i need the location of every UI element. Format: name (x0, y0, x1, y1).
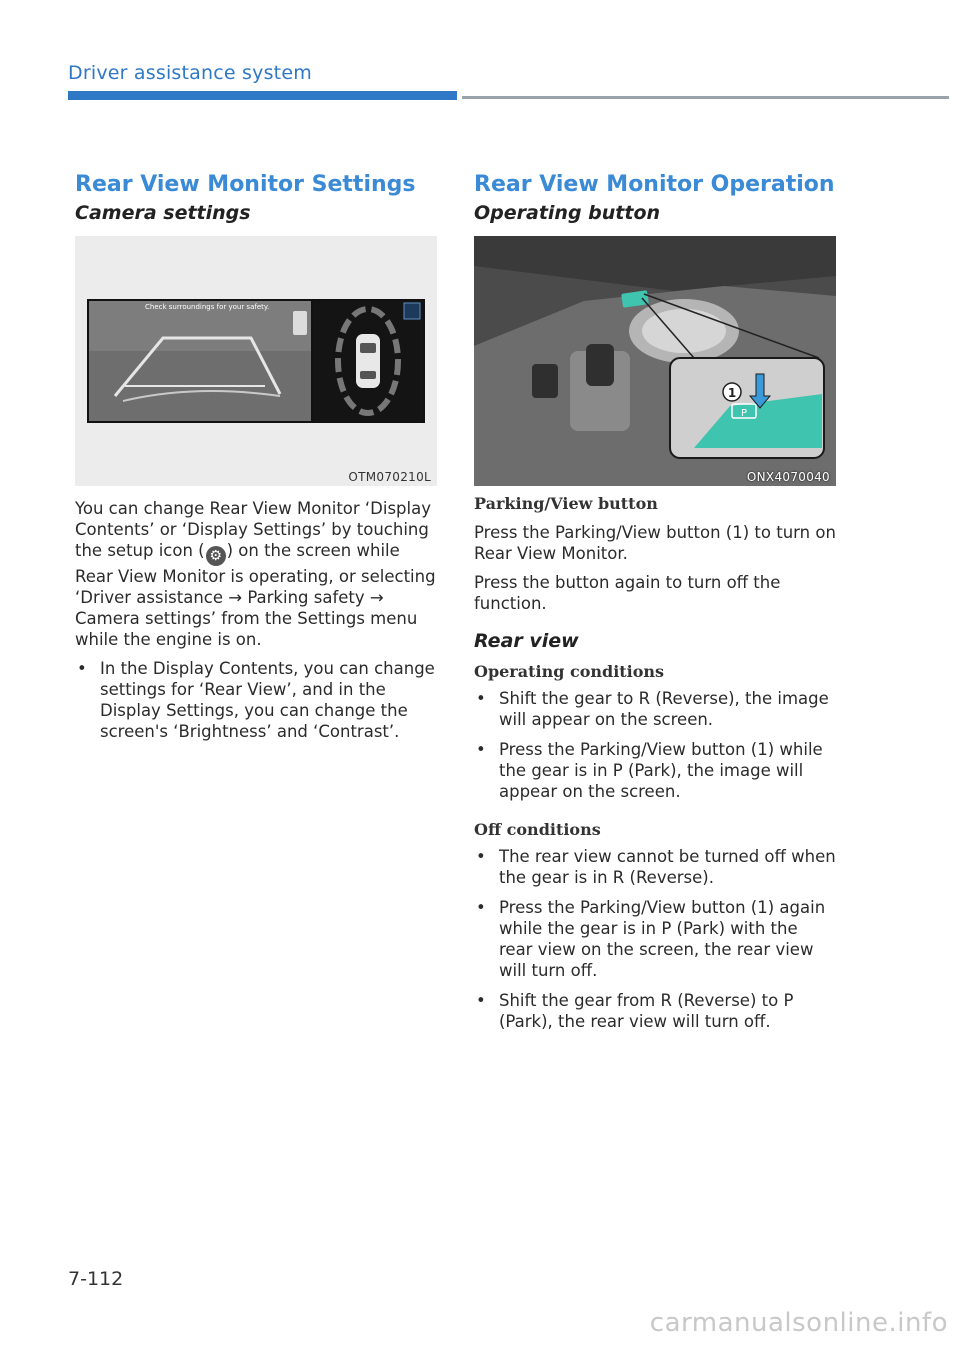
figure-code: ONX4070040 (746, 470, 830, 484)
off-conditions-title: Off conditions (474, 820, 601, 839)
parking-view-heading: Parking/View button (474, 494, 658, 513)
button-paragraph-2: Press the button again to turn off the function. (474, 573, 781, 613)
subsection-camera-settings: Camera settings (75, 202, 251, 224)
watermark-text: carmanualsonline.info (649, 1308, 948, 1338)
camera-settings-figure (75, 236, 437, 486)
right-column (474, 170, 836, 1041)
off-conditions-list (474, 846, 836, 1032)
setup-icon: ⚙ (206, 546, 226, 566)
gear-icon (404, 303, 420, 319)
section-title-operation: Rear View Monitor Operation (474, 172, 835, 197)
button-paragraph-1: Press the Parking/View button (1) to turn on Rear View Monitor. (474, 523, 836, 563)
list-item: • Press the Parking/View button (1) while the gear is in P (Park), the image will appear on the screen. (476, 740, 823, 801)
list-item: • Shift the gear from R (Reverse) to P (Park), the rear view will turn off. (476, 991, 794, 1031)
car-top-view-icon (356, 334, 380, 388)
header-accent-bar (68, 91, 457, 100)
button-p-label: P (740, 408, 748, 419)
camera-settings-paragraph: You can change Rear View Monitor ‘Display Contents’ or ‘Display Settings’ by touching the setup icon ( ⚙ ) on the screen while Rear View Monitor is operating, or selecting ‘Driver assistance → Parking safety → Camera settings’ from the Settings menu while the engine is on. (75, 499, 436, 649)
list-item: • In the Display Contents, you can change settings for ‘Rear View’, and in the Display Settings, you can change the screen's ‘Brightness’ and ‘Contrast’. (77, 659, 435, 741)
section-title-settings: Rear View Monitor Settings (75, 172, 416, 197)
subsection-operating-button: Operating button (474, 202, 661, 224)
header-rule (462, 96, 949, 99)
console-illustration (474, 236, 836, 486)
page-number: 7-112 (68, 1268, 124, 1290)
figure-code: OTM070210L (348, 470, 431, 484)
operating-button-figure (474, 236, 836, 486)
list-item: • Shift the gear to R (Reverse), the image will appear on the screen. (476, 689, 829, 729)
setup-icon-on-screen (293, 311, 307, 335)
screen-banner-text: Check surroundings for your safety. (145, 303, 270, 311)
left-column (75, 170, 437, 751)
callout-number: 1 (727, 386, 737, 400)
list-item: • Press the Parking/View button (1) again while the gear is in P (Park) with the rear view on the screen, the rear view will turn off. (476, 898, 826, 980)
header-title: Driver assistance system (68, 62, 312, 84)
camera-settings-bullets (75, 658, 437, 742)
operating-conditions-list (474, 688, 836, 802)
rear-view-title: Rear view (474, 630, 579, 652)
rear-view-screen-illustration (75, 236, 437, 486)
operating-conditions-title: Operating conditions (474, 662, 665, 681)
list-item: • The rear view cannot be turned off when the gear is in R (Reverse). (476, 847, 836, 887)
